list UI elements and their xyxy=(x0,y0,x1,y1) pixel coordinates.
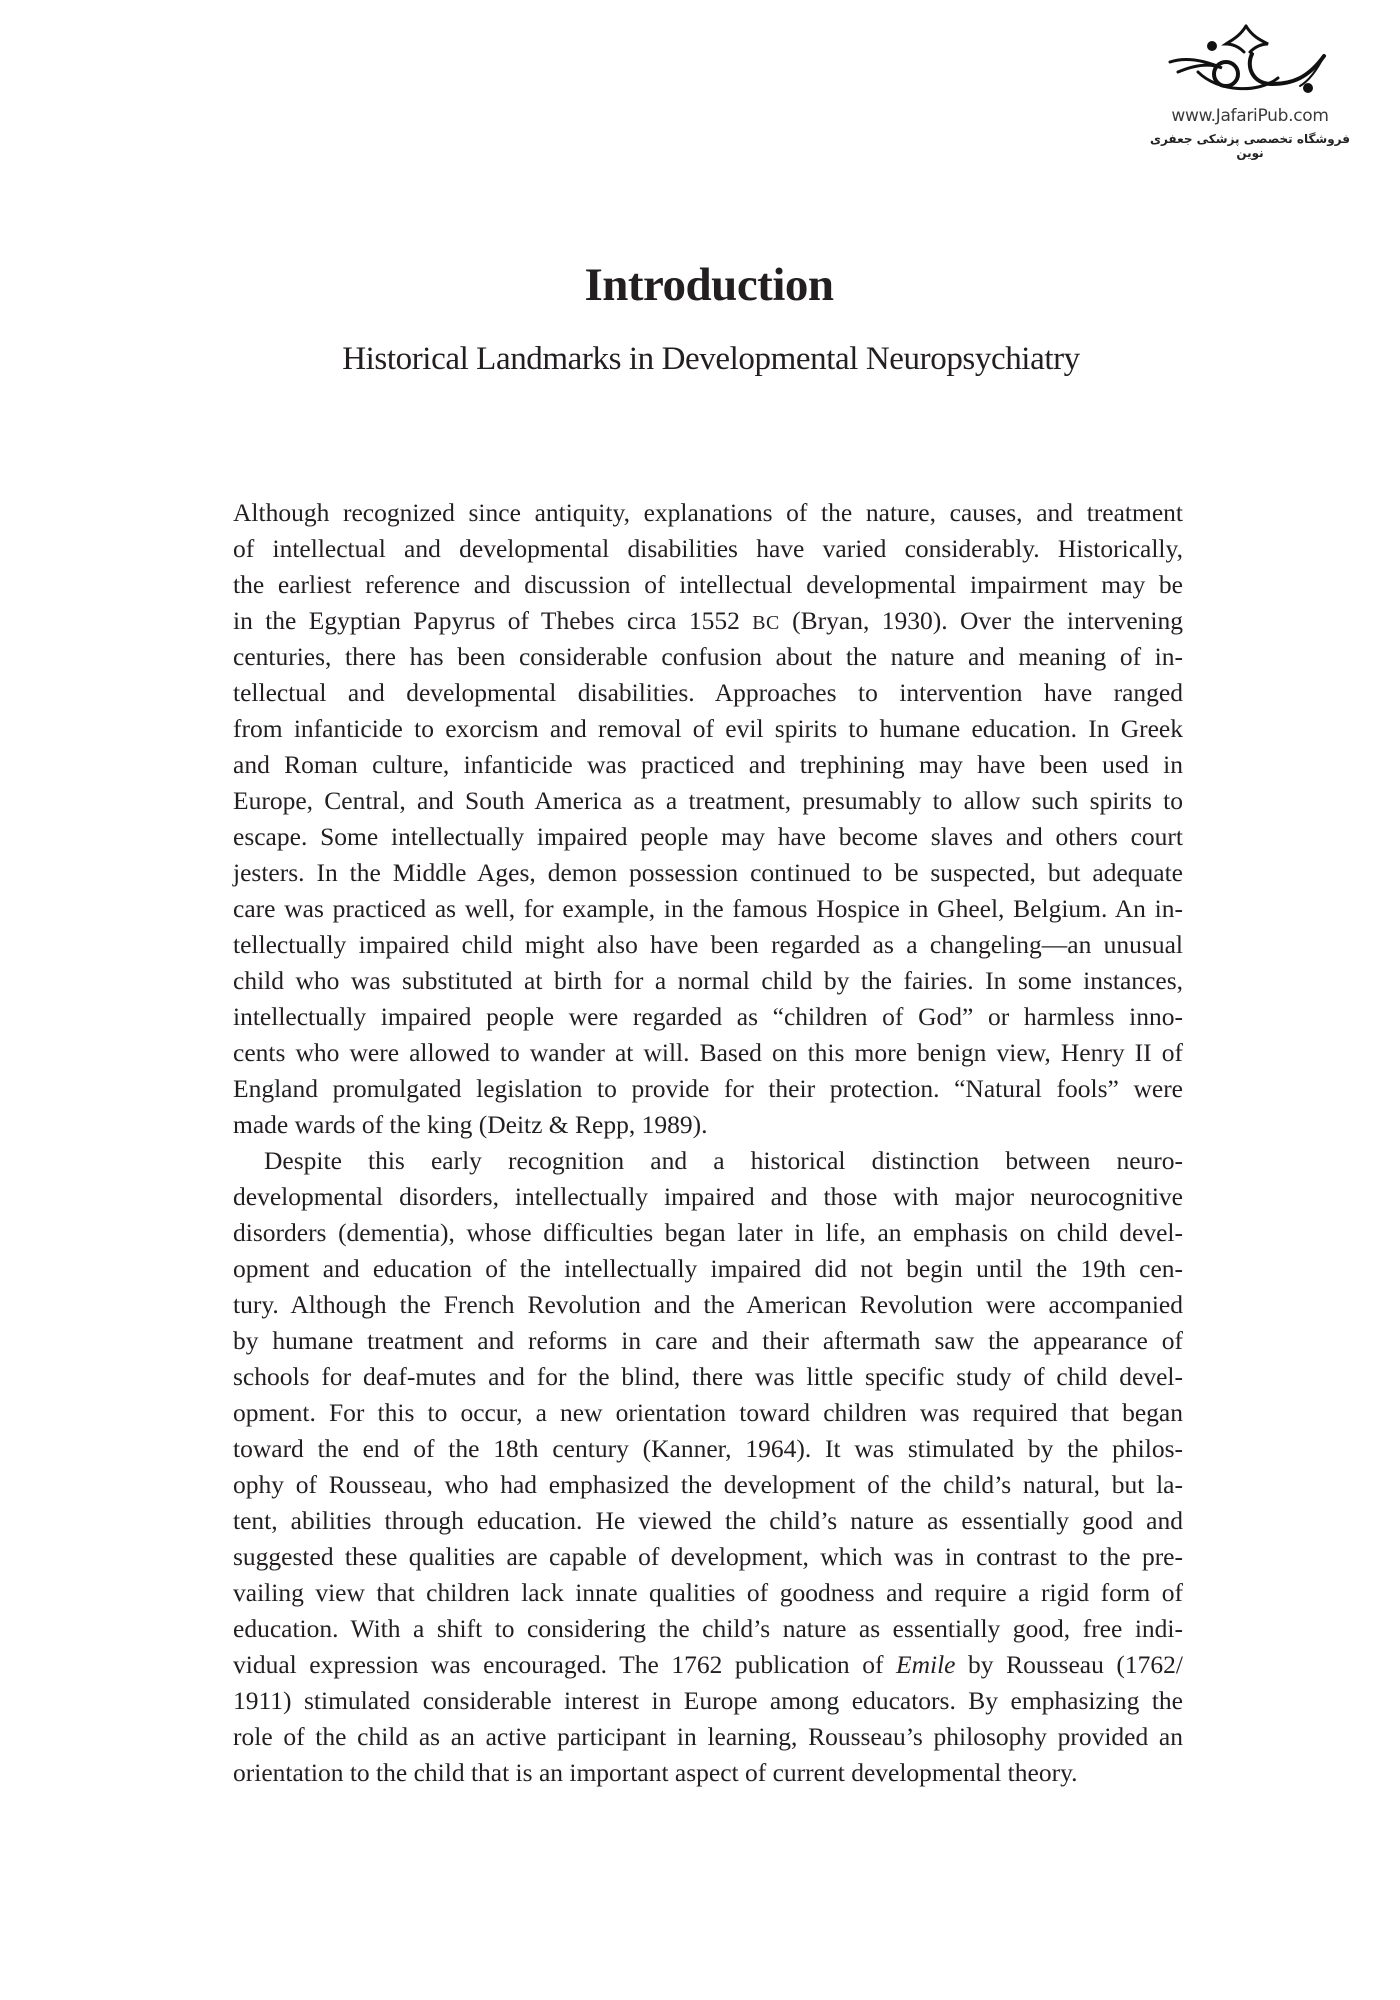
text-line: vailing view that children lack innate qualities of goodness and require a rigid form of xyxy=(233,1578,1183,1607)
text-line: education. With a shift to considering the child’s nature as essentially good, free indi- xyxy=(233,1614,1183,1643)
publisher-logo xyxy=(1140,22,1360,160)
text-line: suggested these qualities are capable of development, which was in contrast to the pre- xyxy=(233,1542,1183,1571)
text-line: jesters. In the Middle Ages, demon possession continued to be suspected, but adequate xyxy=(233,858,1183,887)
text-line: intellectually impaired people were regarded as “children of God” or harmless inno- xyxy=(233,1002,1183,1031)
text-line: schools for deaf-mutes and for the blind, there was little specific study of child devel- xyxy=(233,1362,1183,1391)
text-line: Europe, Central, and South America as a treatment, presumably to allow such spirits to xyxy=(233,786,1183,815)
text-line: tellectual and developmental disabilities. Approaches to intervention have ranged xyxy=(233,678,1183,707)
text-line: centuries, there has been considerable confusion about the nature and meaning of in- xyxy=(233,642,1183,671)
text-line: of intellectual and developmental disabilities have varied considerably. Historically, xyxy=(233,534,1183,563)
text-line: in the Egyptian Papyrus of Thebes circa 1552 BC (Bryan, 1930). Over the intervening xyxy=(233,606,1184,635)
publisher-url: www.JafariPub.com xyxy=(1171,106,1329,126)
text-line: England promulgated legislation to provide for their protection. “Natural fools” were xyxy=(233,1074,1183,1103)
publisher-tagline: فروشگاه تخصصی پزشکی جعفری نوین xyxy=(1149,132,1351,160)
paragraph xyxy=(233,1143,1183,1791)
chapter-subtitle: Historical Landmarks in Developmental Neuropsychiatry xyxy=(342,341,1080,377)
text-line: by humane treatment and reforms in care and their aftermath saw the appearance of xyxy=(233,1326,1183,1355)
text-line: and Roman culture, infanticide was practiced and trephining may have been used in xyxy=(233,750,1183,779)
paragraph xyxy=(233,495,1183,1143)
text-line: vidual expression was encouraged. The 1762 publication of Emile by Rousseau (1762/ xyxy=(233,1650,1183,1679)
text-line: cents who were allowed to wander at will. Based on this more benign view, Henry II of xyxy=(233,1038,1183,1067)
text-line: opment. For this to occur, a new orientation toward children was required that began xyxy=(233,1398,1183,1427)
text-line: tury. Although the French Revolution and the American Revolution were accompanied xyxy=(233,1290,1183,1319)
text-line: ophy of Rousseau, who had emphasized the development of the child’s natural, but la- xyxy=(233,1470,1183,1499)
text-line: child who was substituted at birth for a normal child by the fairies. In some instances, xyxy=(233,966,1183,995)
text-line: toward the end of the 18th century (Kanner, 1964). It was stimulated by the philos- xyxy=(233,1434,1183,1463)
text-line: made wards of the king (Deitz & Repp, 1989). xyxy=(233,1110,708,1139)
text-line: role of the child as an active participant in learning, Rousseau’s philosophy provided an xyxy=(233,1722,1183,1751)
text-line: tellectually impaired child might also have been regarded as a changeling—an unusual xyxy=(233,930,1183,959)
text-line: developmental disorders, intellectually impaired and those with major neurocognitive xyxy=(233,1182,1183,1211)
text-line: from infanticide to exorcism and removal of evil spirits to humane education. In Greek xyxy=(233,714,1183,743)
text-line: tent, abilities through education. He viewed the child’s nature as essentially good and xyxy=(233,1506,1183,1535)
text-line: escape. Some intellectually impaired people may have become slaves and others court xyxy=(233,822,1183,851)
text-line: disorders (dementia), whose difficulties began later in life, an emphasis on child devel- xyxy=(233,1218,1183,1247)
body-text xyxy=(233,495,1183,1791)
text-line: the earliest reference and discussion of intellectual developmental impairment may be xyxy=(233,570,1183,599)
jafari-calligraphy-logo-icon xyxy=(1168,22,1328,102)
text-line: 1911) stimulated considerable interest in Europe among educators. By emphasizing the xyxy=(233,1686,1183,1715)
text-line: Despite this early recognition and a historical distinction between neuro- xyxy=(264,1146,1183,1175)
text-line: Although recognized since antiquity, explanations of the nature, causes, and treatment xyxy=(233,498,1183,527)
text-line: opment and education of the intellectually impaired did not begin until the 19th cen- xyxy=(233,1254,1183,1283)
text-line: orientation to the child that is an important aspect of current developmental theory. xyxy=(233,1758,1078,1787)
text-line: care was practiced as well, for example, in the famous Hospice in Gheel, Belgium. An in- xyxy=(233,894,1183,923)
chapter-title: Introduction xyxy=(584,259,834,311)
